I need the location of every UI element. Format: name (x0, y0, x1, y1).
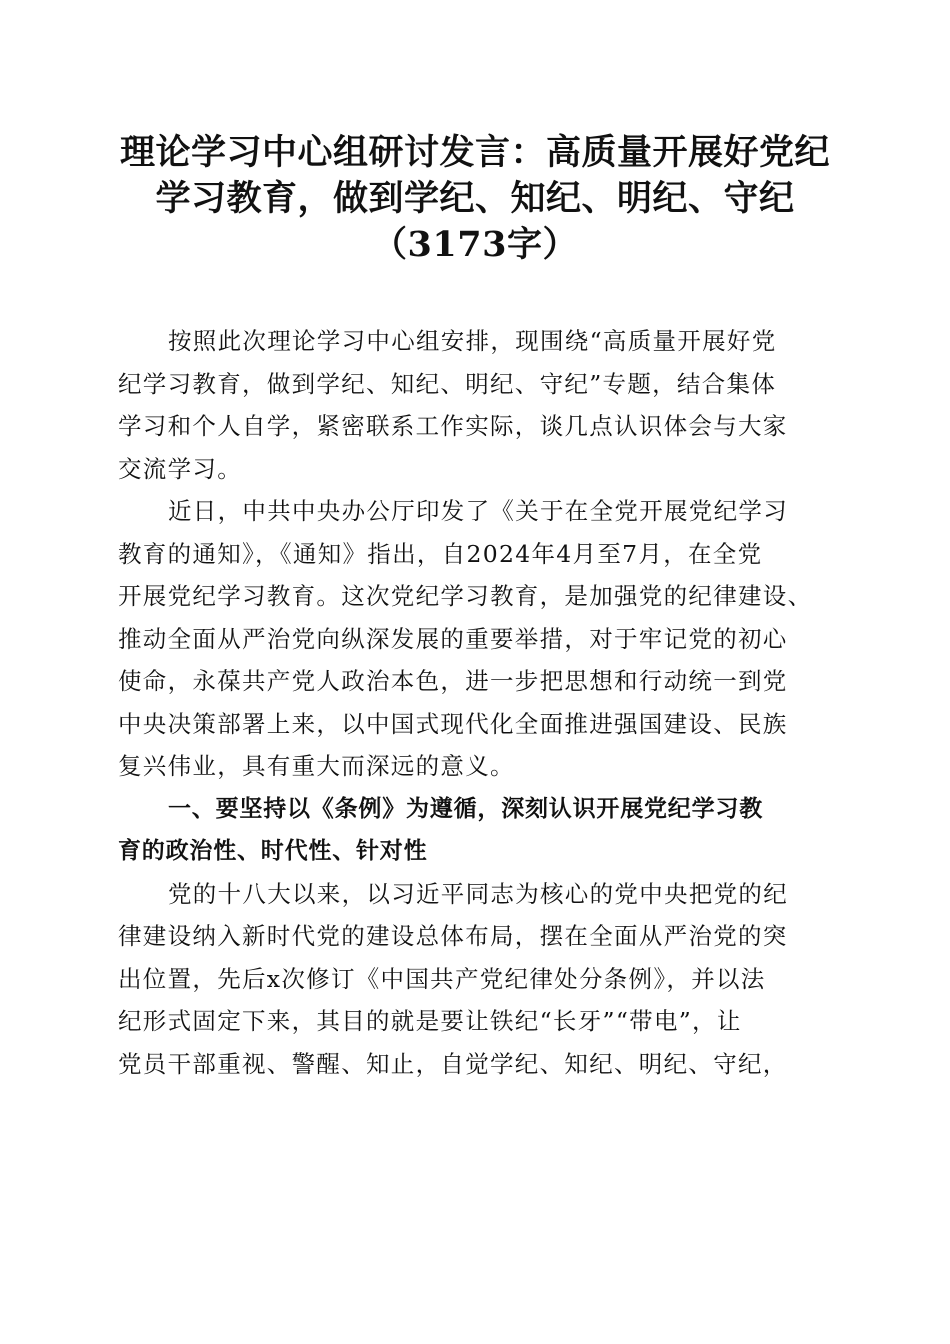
paragraph-line: 近日，中共中央办公厅印发了《关于在全党开展党纪学习 (168, 497, 788, 525)
paragraph-line: 使命，永葆共产党人政治本色，进一步把思想和行动统一到党 (118, 667, 788, 695)
heading-line: 一、要坚持以《条例》为遵循，深刻认识开展党纪学习教 (168, 795, 763, 822)
title-line-2: 学习教育，做到学纪、知纪、明纪、守纪 (155, 178, 795, 219)
paragraph-line: 纪形式固定下来，其目的就是要让铁纪“长牙”“带电”，让 (118, 1007, 742, 1035)
title-line-3-word-count: （3173字） (372, 224, 578, 265)
paragraph-line: 纪学习教育，做到学纪、知纪、明纪、守纪”专题，结合集体 (118, 369, 777, 398)
document-body (118, 320, 830, 1085)
paragraph-line: 交流学习。 (118, 454, 242, 483)
paragraph-notice (118, 490, 830, 788)
document-title (80, 130, 870, 268)
paragraph-section-1 (118, 873, 830, 1086)
paragraph-intro (118, 320, 830, 490)
paragraph-line: 教育的通知》，《通知》指出，自2024年4月至7月，在全党 (118, 539, 763, 568)
paragraph-line: 推动全面从严治党向纵深发展的重要举措，对于牢记党的初心 (118, 624, 788, 653)
paragraph-line: 复兴伟业，具有重大而深远的意义。 (118, 752, 515, 780)
paragraph-line: 学习和个人自学，紧密联系工作实际，谈几点认识体会与大家 (118, 412, 788, 440)
paragraph-line: 党员干部重视、警醒、知止，自觉学纪、知纪、明纪、守纪， (118, 1049, 788, 1078)
paragraph-line: 律建设纳入新时代党的建设总体布局，摆在全面从严治党的突 (118, 922, 788, 950)
paragraph-line: 开展党纪学习教育。这次党纪学习教育，是加强党的纪律建设、 (118, 582, 813, 610)
section-heading-1 (118, 788, 830, 873)
paragraph-line: 中央决策部署上来，以中国式现代化全面推进强国建设、民族 (118, 709, 788, 738)
title-line-1: 理论学习中心组研讨发言：高质量开展好党纪 (119, 132, 830, 173)
paragraph-line: 出位置，先后x次修订《中国共产党纪律处分条例》，并以法 (118, 964, 766, 993)
paragraph-line: 按照此次理论学习中心组安排，现围绕“高质量开展好党 (168, 327, 777, 355)
paragraph-line: 党的十八大以来，以习近平同志为核心的党中央把党的纪 (168, 879, 788, 908)
heading-line: 育的政治性、时代性、针对性 (118, 838, 428, 864)
